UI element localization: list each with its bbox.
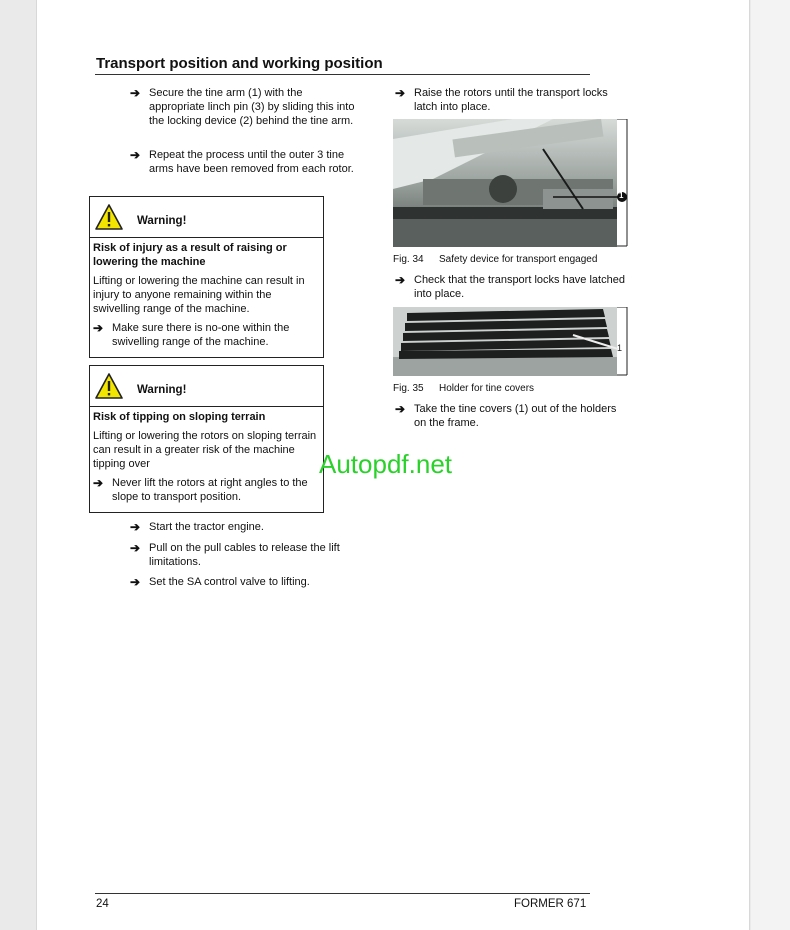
figure-callout: 1 (619, 191, 624, 200)
arrow-right-icon: ➔ (395, 273, 406, 287)
instruction-step: ➔ Repeat the process until the outer 3 tine arms have been removed from each rotor. (130, 148, 354, 175)
page-number: 24 (96, 898, 109, 910)
arrow-right-icon: ➔ (130, 520, 141, 534)
watermark: Autopdf.net (319, 449, 452, 479)
warning-header (90, 366, 323, 407)
warning-box-tipping (89, 365, 324, 513)
page-title: Transport position and working position (96, 55, 383, 72)
instruction-step: ➔ Raise the rotors until the transport locks latch into place. (395, 86, 608, 113)
warning-box-raising (89, 196, 324, 358)
figure-35-caption: Fig. 35 Holder for tine covers (393, 383, 535, 394)
warning-heading: Risk of injury as a result of raising or lowering the machine (93, 242, 287, 268)
arrow-right-icon: ➔ (93, 321, 104, 335)
warning-triangle-icon (94, 372, 124, 400)
figure-34-photo (393, 119, 629, 247)
footer-divider (95, 893, 590, 894)
arrow-right-icon: ➔ (395, 402, 406, 416)
warning-text: Lifting or lowering the rotors on sloping terrain can result in a greater risk of the machine tipping over (93, 430, 317, 470)
title-divider (95, 74, 590, 75)
warning-label: Warning! (137, 215, 187, 227)
instruction-step: ➔ Pull on the pull cables to release the lift limitations. (130, 541, 340, 568)
instruction-step: ➔ Take the tine covers (1) out of the holders on the frame. (395, 402, 617, 429)
arrow-right-icon: ➔ (130, 575, 141, 589)
instruction-step: ➔ Secure the tine arm (1) with the appropriate linch pin (3) by sliding this into the locking device (2) behind the tine arm. (130, 86, 355, 127)
footer-model: FORMER 671 (514, 898, 587, 910)
figure-35-photo (393, 307, 629, 376)
instruction-step: ➔ Check that the transport locks have latched into place. (395, 273, 625, 300)
arrow-right-icon: ➔ (130, 86, 141, 100)
warning-instruction: ➔ Never lift the rotors at right angles to the slope to transport position. (93, 476, 308, 503)
scrollbar-track[interactable] (751, 0, 790, 930)
arrow-right-icon: ➔ (93, 476, 104, 490)
warning-label: Warning! (137, 384, 187, 396)
arrow-right-icon: ➔ (130, 541, 141, 555)
warning-text: Lifting or lowering the machine can result in injury to anyone remaining within the swivelling range of the machine. (93, 275, 305, 315)
warning-triangle-icon (94, 203, 124, 231)
warning-header (90, 197, 323, 238)
arrow-right-icon: ➔ (130, 148, 141, 162)
figure-34-caption: Fig. 34 Safety device for transport engaged (393, 254, 598, 265)
instruction-step: ➔ Start the tractor engine. (130, 520, 264, 534)
warning-heading: Risk of tipping on sloping terrain (93, 411, 266, 423)
arrow-right-icon: ➔ (395, 86, 406, 100)
warning-instruction: ➔ Make sure there is no-one within the swivelling range of the machine. (93, 321, 290, 348)
instruction-step: ➔ Set the SA control valve to lifting. (130, 575, 310, 589)
figure-callout: 1 (617, 343, 623, 353)
